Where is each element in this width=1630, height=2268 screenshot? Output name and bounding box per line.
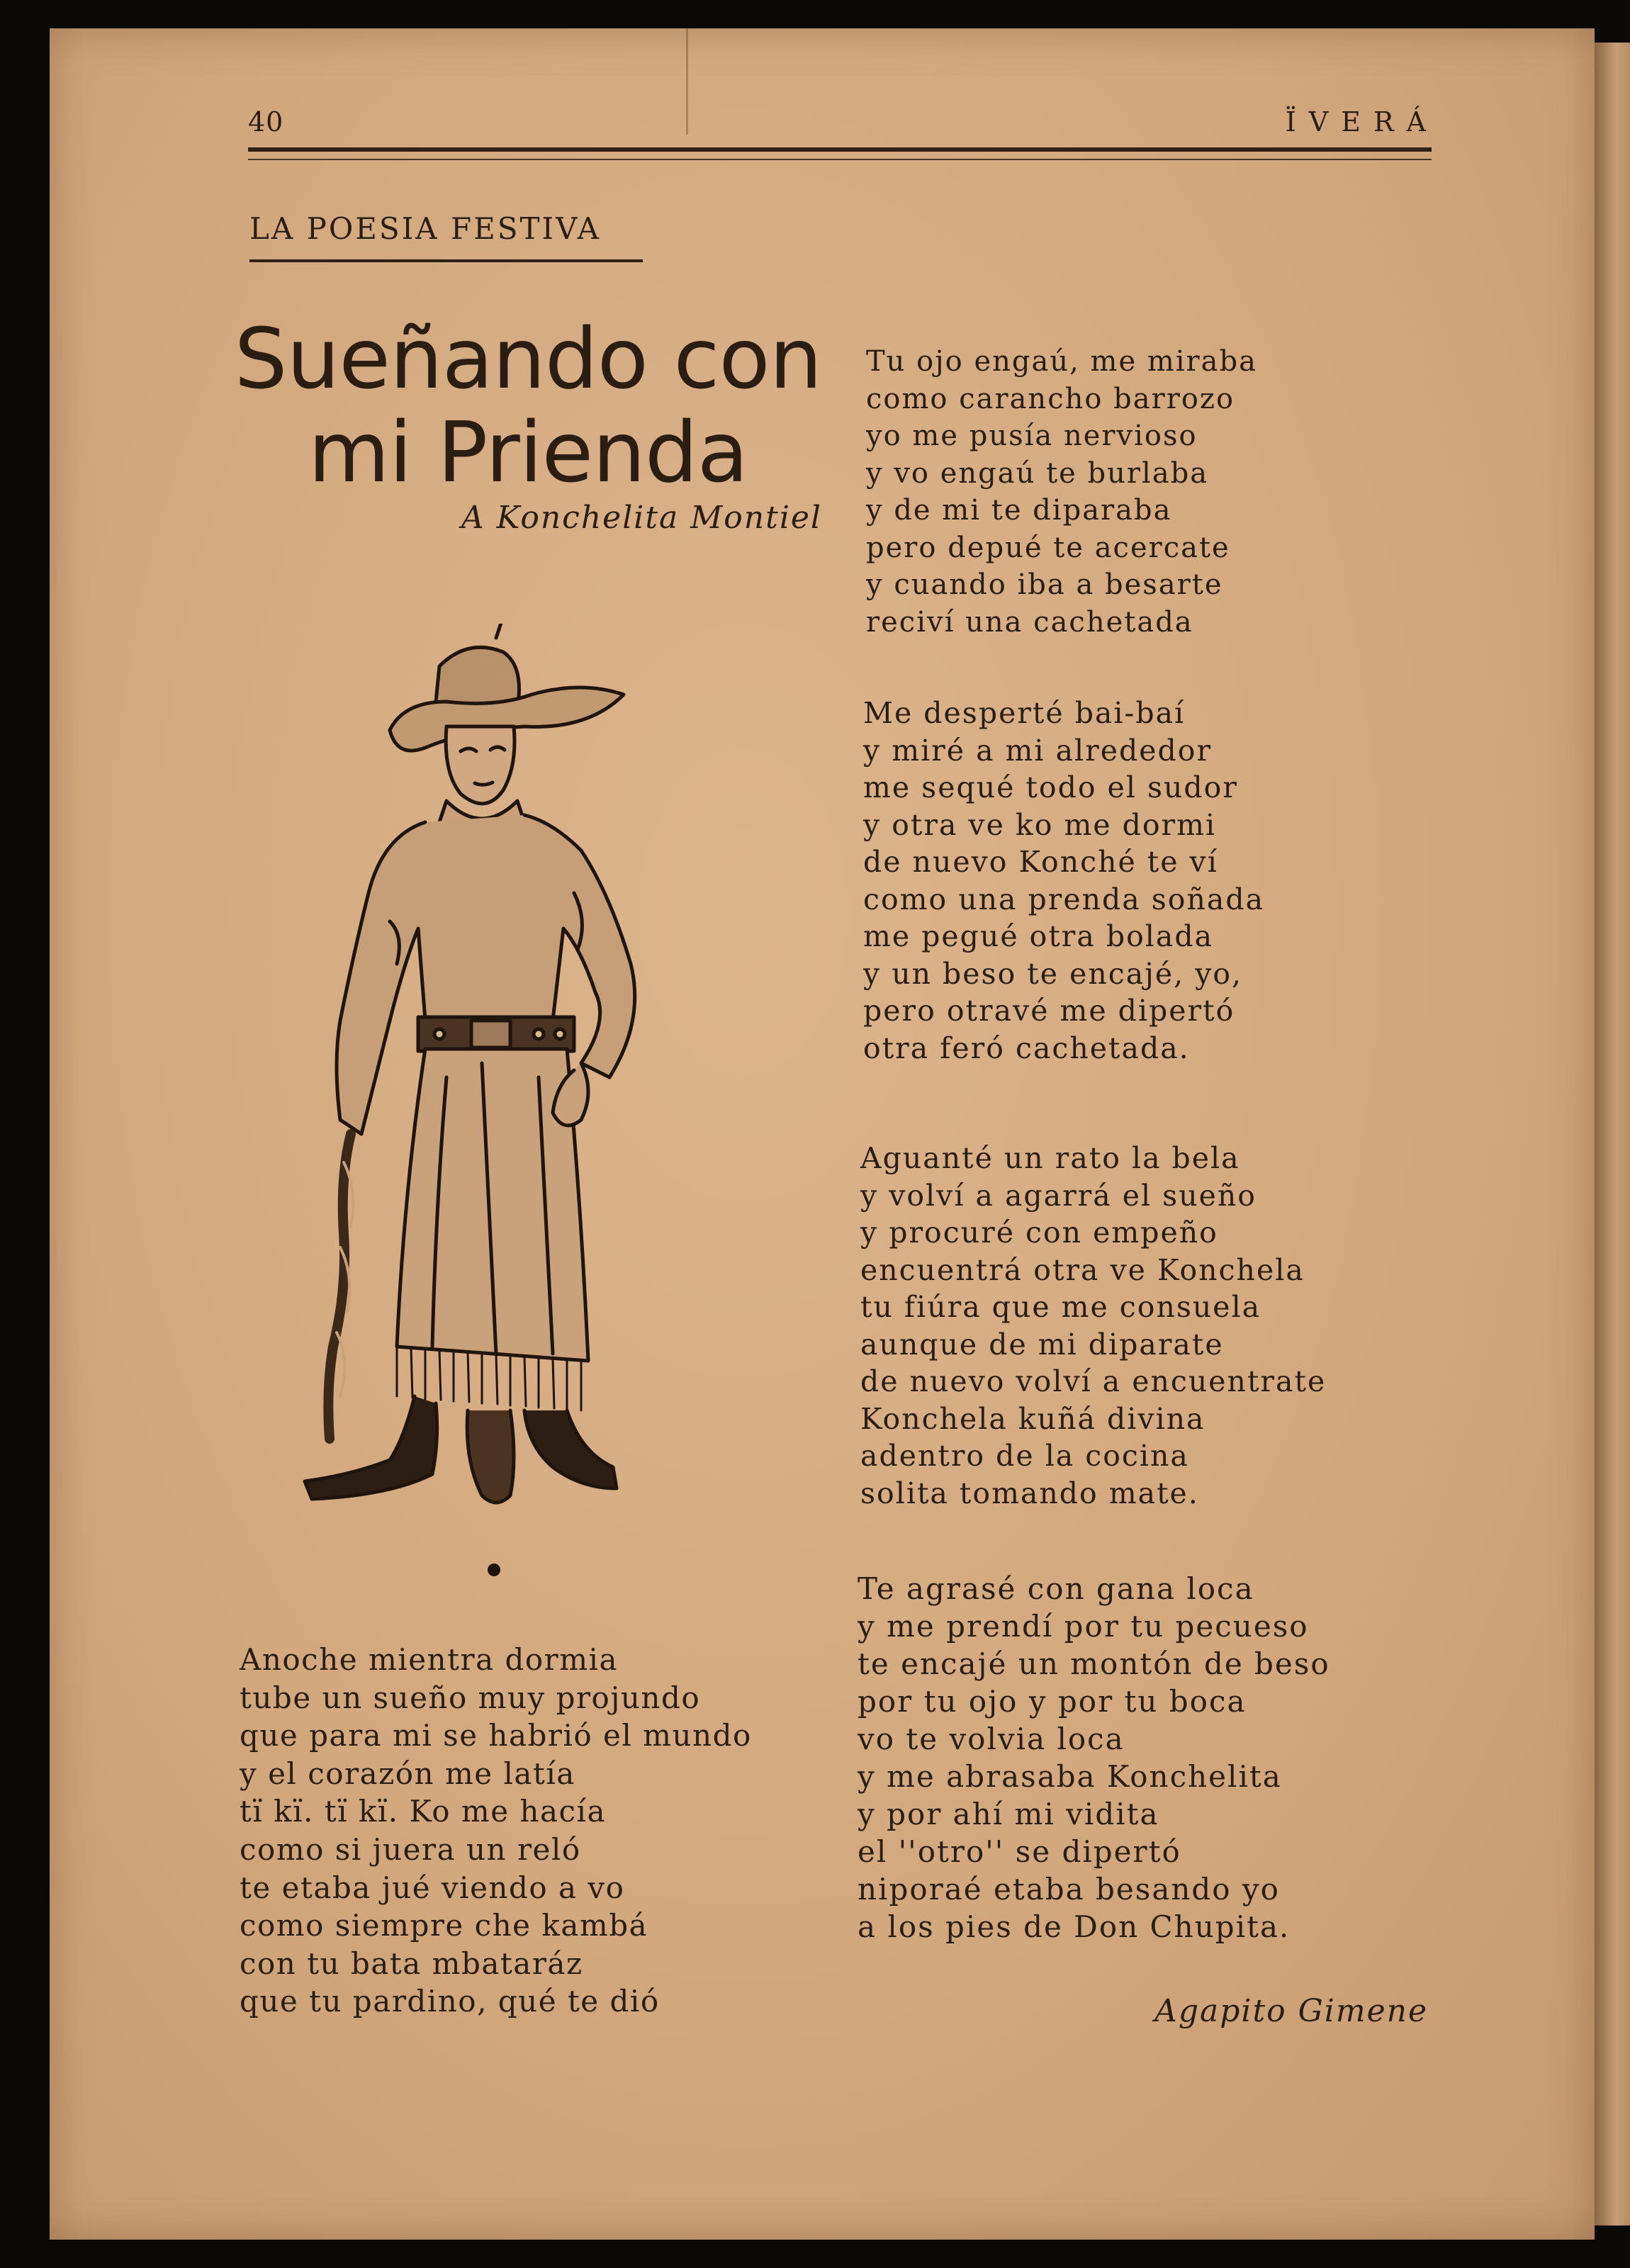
verse-line: encuentrá otra ve Konchela: [860, 1252, 1305, 1287]
header-rule-thin: [248, 159, 1432, 160]
verse-line: con tu bata mbataráz: [240, 1946, 583, 1981]
verse-line: Aguanté un rato la bela: [860, 1141, 1240, 1175]
section-rule: [249, 259, 643, 262]
separator-bullet: [488, 1564, 500, 1576]
stanza-1: [240, 1641, 752, 2021]
verse-line: que para mi se habrió el mundo: [240, 1718, 752, 1753]
verse-line: y de mi te diparaba: [866, 494, 1172, 527]
verse-line: de nuevo volví a encuentrate: [860, 1364, 1327, 1398]
verse-line: como carancho barrozo: [866, 382, 1235, 415]
verse-line: reciví una cachetada: [866, 605, 1193, 639]
verse-line: Konchela kuñá divina: [860, 1401, 1205, 1436]
dedication: A Konchelita Montiel: [461, 500, 822, 536]
verse-line: y miré a mi alrededor: [863, 733, 1213, 768]
verse-line: de nuevo Konché te ví: [863, 845, 1218, 879]
verse-line: te etaba jué viendo a vo: [240, 1870, 625, 1905]
verse-line: otra feró cachetada.: [863, 1031, 1190, 1065]
header-rule: [248, 147, 1432, 152]
verse-line: solita tomando mate.: [860, 1476, 1199, 1510]
stanza-3: [863, 695, 1264, 1067]
verse-line: Tu ojo engaú, me miraba: [866, 345, 1257, 378]
verse-line: por tu ojo y por tu boca: [858, 1684, 1247, 1719]
verse-line: yo me pusía nervioso: [866, 420, 1198, 452]
verse-line: Me desperté bai-baí: [863, 696, 1186, 730]
stanza-4: [860, 1140, 1326, 1512]
verse-line: que tu pardino, qué te dió: [240, 1984, 660, 2019]
verse-line: como una prenda soñada: [863, 882, 1265, 916]
author-signature: Agapito Gimene: [1154, 1993, 1428, 2029]
verse-line: te encajé un montón de beso: [858, 1646, 1330, 1681]
verse-line: y procuré con empeño: [860, 1216, 1218, 1250]
verse-line: a los pies de Don Chupita.: [858, 1909, 1291, 1944]
verse-line: y un beso te encajé, yo,: [863, 956, 1243, 991]
verse-line: como si juera un reló: [240, 1831, 581, 1867]
verse-line: tï kï. tï kï. Ko me hacía: [240, 1794, 606, 1829]
poem-title-line-2: mi Prienda: [308, 403, 748, 501]
stanza-2: [866, 343, 1257, 641]
verse-line: Te agrasé con gana loca: [858, 1571, 1254, 1606]
verse-line: niporaé etaba besando yo: [858, 1872, 1280, 1907]
section-label: LA POESIA FESTIVA: [249, 211, 601, 246]
verse-line: y otra ve ko me dormi: [863, 807, 1217, 842]
verse-line: tube un sueño muy projundo: [240, 1680, 701, 1715]
poem-title: [234, 312, 822, 499]
verse-line: Anoche mientra dormia: [240, 1642, 619, 1677]
stanza-5: [858, 1570, 1330, 1946]
poem-title-line-1: Sueñando con: [234, 310, 822, 408]
verse-line: y me prendí por tu pecueso: [858, 1609, 1309, 1644]
gaucho-figure-icon: [283, 624, 680, 1581]
next-page-edge: [1595, 43, 1630, 2225]
verse-line: vo te volvia loca: [858, 1722, 1125, 1756]
running-head: ÏVERÁ: [1285, 106, 1439, 137]
verse-line: tu fiúra que me consuela: [860, 1290, 1261, 1324]
verse-line: el ''otro'' se dipertó: [858, 1834, 1181, 1869]
verse-line: pero otravé me dipertó: [863, 994, 1235, 1028]
verse-line: y vo engaú te burlaba: [866, 456, 1209, 490]
verse-line: aunque de mi diparate: [860, 1327, 1224, 1362]
verse-line: y cuando iba a besarte: [866, 568, 1223, 601]
verse-line: y me abrasaba Konchelita: [858, 1759, 1282, 1794]
verse-line: me pegué otra bolada: [863, 919, 1214, 953]
verse-line: y por ahí mi vidita: [858, 1797, 1159, 1831]
verse-line: y volví a agarrá el sueño: [860, 1178, 1257, 1213]
verse-line: como siempre che kambá: [240, 1908, 648, 1943]
verse-line: y el corazón me latía: [240, 1756, 575, 1791]
page-fold-crease: [686, 28, 688, 135]
page-number: 40: [248, 106, 284, 137]
verse-line: adentro de la cocina: [860, 1439, 1189, 1473]
verse-line: pero depué te acercate: [866, 531, 1230, 564]
verse-line: me sequé todo el sudor: [863, 770, 1238, 804]
